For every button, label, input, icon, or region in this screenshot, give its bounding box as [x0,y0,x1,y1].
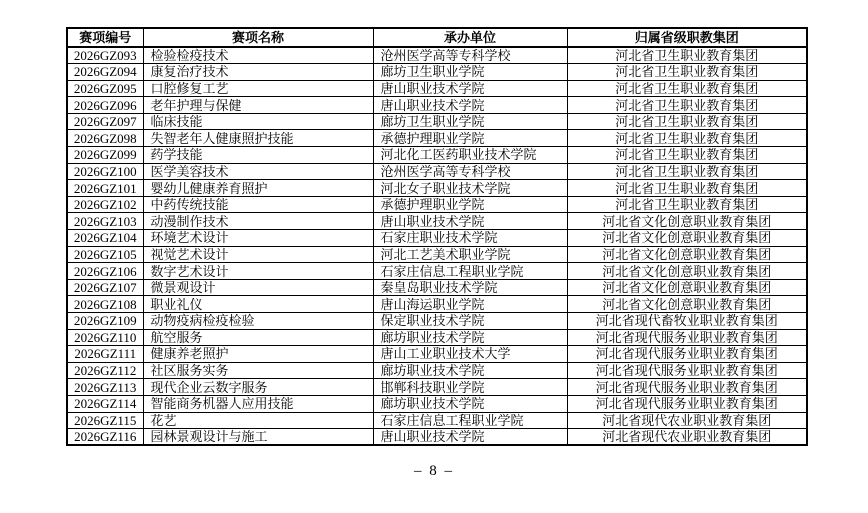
competition-code-cell: 2026GZ106 [67,263,143,280]
organizer-cell: 廊坊职业技术学院 [373,395,567,412]
competition-code-cell: 2026GZ107 [67,279,143,296]
group-cell: 河北省文化创意职业教育集团 [567,279,807,296]
page-number: – 8 – [414,463,454,479]
group-cell: 河北省卫生职业教育集团 [567,97,807,114]
competition-name-cell: 环境艺术设计 [143,230,373,247]
competition-name-cell: 康复治疗技术 [143,64,373,81]
table-row [67,429,807,446]
organizer-cell: 唐山工业职业技术大学 [373,346,567,363]
group-cell: 河北省卫生职业教育集团 [567,47,807,64]
competition-code-cell: 2026GZ112 [67,362,143,379]
table-row [67,230,807,247]
table-row [67,180,807,197]
competition-name-cell: 动物疫病检疫检验 [143,313,373,330]
group-cell: 河北省文化创意职业教育集团 [567,230,807,247]
group-cell: 河北省现代服务业职业教育集团 [567,379,807,396]
table-row [67,296,807,313]
organizer-cell: 保定职业技术学院 [373,313,567,330]
table-row [67,47,807,64]
table-row [67,64,807,81]
table-row [67,97,807,114]
organizer-cell: 唐山职业技术学院 [373,213,567,230]
table-row [67,362,807,379]
competition-name-cell: 婴幼儿健康养育照护 [143,180,373,197]
organizer-cell: 沧州医学高等专科学校 [373,47,567,64]
group-cell: 河北省文化创意职业教育集团 [567,213,807,230]
competition-name-cell: 微景观设计 [143,279,373,296]
header-organizer: 承办单位 [373,28,567,47]
competition-name-cell: 检验检疫技术 [143,47,373,64]
table-body [67,47,807,445]
competition-name-cell: 药学技能 [143,147,373,164]
group-cell: 河北省卫生职业教育集团 [567,113,807,130]
competition-name-cell: 社区服务实务 [143,362,373,379]
organizer-cell: 廊坊职业技术学院 [373,329,567,346]
competition-code-cell: 2026GZ111 [67,346,143,363]
table-row [67,130,807,147]
group-cell: 河北省现代畜牧业职业教育集团 [567,313,807,330]
table-row [67,246,807,263]
competition-code-cell: 2026GZ101 [67,180,143,197]
competition-code-cell: 2026GZ095 [67,80,143,97]
competition-name-cell: 现代企业云数字服务 [143,379,373,396]
competition-code-cell: 2026GZ099 [67,147,143,164]
organizer-cell: 石家庄职业技术学院 [373,230,567,247]
header-competition-code: 赛项编号 [67,28,143,47]
competition-code-cell: 2026GZ116 [67,429,143,446]
table-row [67,147,807,164]
organizer-cell: 石家庄信息工程职业学院 [373,412,567,429]
table-row [67,412,807,429]
group-cell: 河北省卫生职业教育集团 [567,80,807,97]
competition-name-cell: 健康养老照护 [143,346,373,363]
table-row [67,80,807,97]
competition-name-cell: 动漫制作技术 [143,213,373,230]
organizer-cell: 承德护理职业学院 [373,196,567,213]
competition-code-cell: 2026GZ110 [67,329,143,346]
group-cell: 河北省现代农业职业教育集团 [567,412,807,429]
organizer-cell: 廊坊卫生职业学院 [373,64,567,81]
table-header-row [67,28,807,47]
competition-name-cell: 中药传统技能 [143,196,373,213]
organizer-cell: 河北女子职业技术学院 [373,180,567,197]
competition-code-cell: 2026GZ097 [67,113,143,130]
organizer-cell: 河北化工医药职业技术学院 [373,147,567,164]
competition-code-cell: 2026GZ114 [67,395,143,412]
competition-name-cell: 数字艺术设计 [143,263,373,280]
competition-name-cell: 失智老年人健康照护技能 [143,130,373,147]
table-row [67,395,807,412]
group-cell: 河北省卫生职业教育集团 [567,147,807,164]
competition-name-cell: 智能商务机器人应用技能 [143,395,373,412]
competition-code-cell: 2026GZ102 [67,196,143,213]
competition-name-cell: 医学美容技术 [143,163,373,180]
competition-code-cell: 2026GZ100 [67,163,143,180]
competition-name-cell: 临床技能 [143,113,373,130]
table-row [67,346,807,363]
organizer-cell: 廊坊职业技术学院 [373,362,567,379]
competition-table [66,27,808,446]
competition-code-cell: 2026GZ093 [67,47,143,64]
group-cell: 河北省卫生职业教育集团 [567,64,807,81]
organizer-cell: 河北工艺美术职业学院 [373,246,567,263]
group-cell: 河北省文化创意职业教育集团 [567,246,807,263]
table-row [67,313,807,330]
group-cell: 河北省现代服务业职业教育集团 [567,395,807,412]
organizer-cell: 承德护理职业学院 [373,130,567,147]
table-row [67,329,807,346]
competition-code-cell: 2026GZ103 [67,213,143,230]
table-row [67,196,807,213]
group-cell: 河北省现代服务业职业教育集团 [567,346,807,363]
competition-name-cell: 花艺 [143,412,373,429]
competition-name-cell: 职业礼仪 [143,296,373,313]
competition-code-cell: 2026GZ109 [67,313,143,330]
organizer-cell: 唐山职业技术学院 [373,80,567,97]
competition-code-cell: 2026GZ115 [67,412,143,429]
table-row [67,163,807,180]
header-group: 归属省级职教集团 [567,28,807,47]
competition-code-cell: 2026GZ096 [67,97,143,114]
competition-code-cell: 2026GZ098 [67,130,143,147]
table-row [67,263,807,280]
competition-code-cell: 2026GZ105 [67,246,143,263]
organizer-cell: 唐山职业技术学院 [373,97,567,114]
table-row [67,213,807,230]
group-cell: 河北省文化创意职业教育集团 [567,263,807,280]
competition-name-cell: 园林景观设计与施工 [143,429,373,446]
organizer-cell: 廊坊卫生职业学院 [373,113,567,130]
organizer-cell: 石家庄信息工程职业学院 [373,263,567,280]
competition-name-cell: 视觉艺术设计 [143,246,373,263]
competition-name-cell: 航空服务 [143,329,373,346]
competition-name-cell: 老年护理与保健 [143,97,373,114]
header-competition-name: 赛项名称 [143,28,373,47]
group-cell: 河北省卫生职业教育集团 [567,180,807,197]
organizer-cell: 秦皇岛职业技术学院 [373,279,567,296]
organizer-cell: 唐山海运职业学院 [373,296,567,313]
organizer-cell: 唐山职业技术学院 [373,429,567,446]
group-cell: 河北省现代服务业职业教育集团 [567,329,807,346]
group-cell: 河北省现代服务业职业教育集团 [567,362,807,379]
group-cell: 河北省卫生职业教育集团 [567,130,807,147]
competition-name-cell: 口腔修复工艺 [143,80,373,97]
competition-code-cell: 2026GZ094 [67,64,143,81]
competition-code-cell: 2026GZ108 [67,296,143,313]
competition-code-cell: 2026GZ113 [67,379,143,396]
organizer-cell: 邯郸科技职业学院 [373,379,567,396]
table-row [67,113,807,130]
competition-code-cell: 2026GZ104 [67,230,143,247]
group-cell: 河北省卫生职业教育集团 [567,196,807,213]
table-row [67,279,807,296]
group-cell: 河北省卫生职业教育集团 [567,163,807,180]
group-cell: 河北省文化创意职业教育集团 [567,296,807,313]
group-cell: 河北省现代农业职业教育集团 [567,429,807,446]
organizer-cell: 沧州医学高等专科学校 [373,163,567,180]
table-row [67,379,807,396]
